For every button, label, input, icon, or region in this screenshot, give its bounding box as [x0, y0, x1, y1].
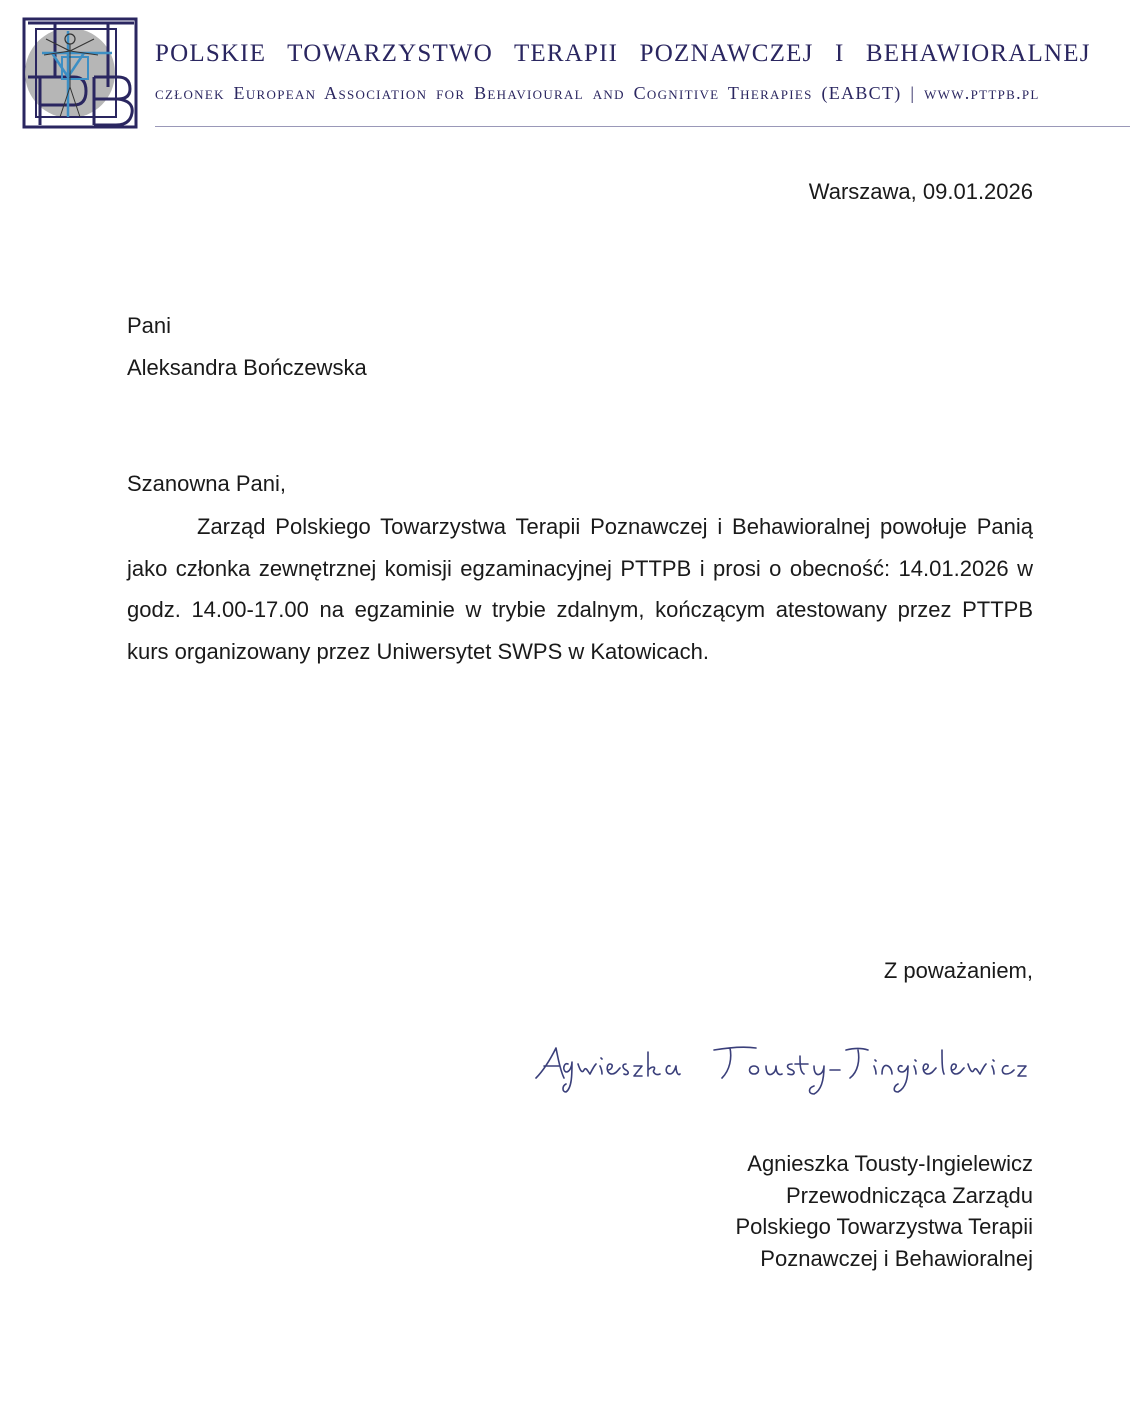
- org-subtitle: członek European Association for Behavioural and Cognitive Therapies (EABCT) | www.pttpb.pl: [155, 83, 1040, 103]
- closing: Z poważaniem,: [883, 958, 1033, 983]
- recipient-title: Pani: [127, 313, 172, 338]
- salutation: Szanowna Pani,: [127, 471, 286, 496]
- signer-org-line-2: Poznawczej i Behawioralnej: [760, 1245, 1033, 1271]
- letter-body: Zarząd Polskiego Towarzystwa Terapii Poznawczej i Behawioralnej powołuje Panią jako członka zewnętrznej komisji egzaminacyjnej PTTPB i prosi o obecność: 14.01.2026 w godz. 14.00-17.00 na egzaminie w trybie zdalnym, kończącym atestowany przez PTTPB kurs organizowany przez Uniwersytet SWPS w Katowicach.: [127, 514, 1033, 664]
- signer-org-line-1: Polskiego Towarzystwa Terapii: [735, 1214, 1033, 1239]
- header-divider: [155, 126, 1130, 127]
- pttpb-logo-icon: [22, 17, 138, 129]
- signer-block: [735, 1148, 1033, 1274]
- recipient-block: [127, 305, 367, 389]
- signer-role: Przewodnicząca Zarządu: [785, 1182, 1033, 1208]
- recipient-name: Aleksandra Bończewska: [127, 355, 367, 380]
- handwritten-signature: [530, 1030, 1030, 1105]
- letter-date: Warszawa, 09.01.2026: [808, 179, 1033, 204]
- signer-name: Agnieszka Tousty-Ingielewicz: [747, 1151, 1033, 1176]
- org-name: POLSKIE TOWARZYSTWO TERAPII POZNAWCZEJ I BEHAWIORALNEJ: [155, 40, 1091, 67]
